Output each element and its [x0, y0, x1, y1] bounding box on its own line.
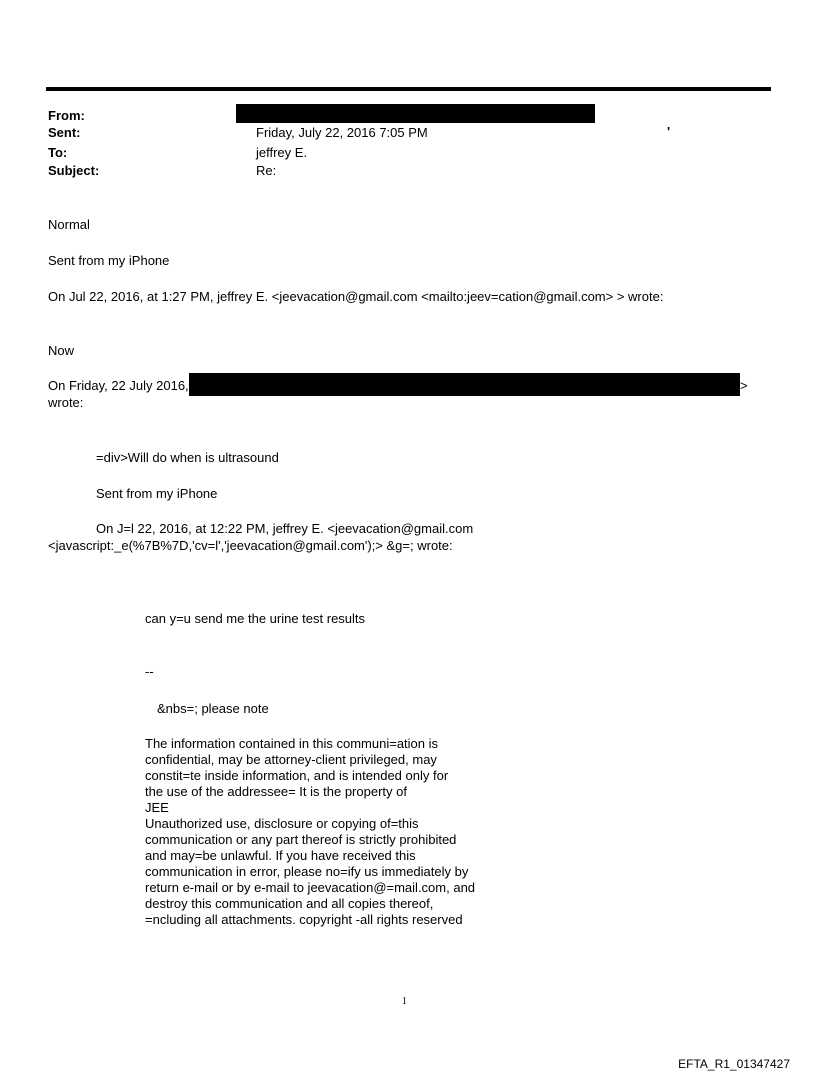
- disclaimer-line: The information contained in this communi=ation is: [145, 736, 439, 751]
- quoted-line-ultrasound: =div>Will do when is ultrasound: [96, 450, 279, 465]
- page-number: 1: [402, 996, 407, 1007]
- nested-line-urine-test: can y=u send me the urine test results: [145, 611, 366, 626]
- from-label: From:: [48, 108, 85, 123]
- disclaimer-line: return e-mail or by e-mail to jeevacation@=mail.com, and: [145, 880, 476, 895]
- nested-line-please-note: &nbs=; please note: [157, 701, 269, 716]
- disclaimer-line: =ncluding all attachments. copyright -all rights reserved: [145, 912, 463, 927]
- sent-value: Friday, July 22, 2016 7:05 PM: [256, 125, 428, 140]
- redaction-from: [236, 104, 595, 123]
- disclaimer-line: constit=te inside information, and is intended only for: [145, 768, 449, 783]
- disclaimer-block: [145, 736, 505, 928]
- body-line-on-friday: On Friday, 22 July 2016,: [48, 378, 189, 393]
- subject-value: Re:: [256, 163, 277, 178]
- body-line-sent-from: Sent from my iPhone: [48, 253, 170, 268]
- sent-label: Sent:: [48, 125, 81, 140]
- disclaimer-line: and may=be unlawful. If you have received this: [145, 848, 416, 863]
- body-line-now: Now: [48, 343, 75, 358]
- stray-mark: ': [667, 124, 671, 139]
- body-line-on-friday-end: >: [740, 378, 748, 393]
- disclaimer-line: confidential, may be attorney-client privileged, may: [145, 752, 437, 767]
- header-rule: [46, 87, 771, 91]
- quoted-line-sent-from: Sent from my iPhone: [96, 486, 218, 501]
- document-id: EFTA_R1_01347427: [678, 1057, 790, 1071]
- body-line-normal: Normal: [48, 217, 90, 232]
- disclaimer-line: JEE: [145, 800, 169, 815]
- disclaimer-line: communication or any part thereof is strictly prohibited: [145, 832, 457, 847]
- disclaimer-line: Unauthorized use, disclosure or copying of=this: [145, 816, 419, 831]
- disclaimer-line: the use of the addressee= It is the property of: [145, 784, 407, 799]
- quoted-line-header: On J=l 22, 2016, at 12:22 PM, jeffrey E. <jeevacation@gmail.com: [96, 521, 474, 536]
- disclaimer-line: communication in error, please no=ify us immediately by: [145, 864, 469, 879]
- body-line-wrote: wrote:: [48, 395, 84, 410]
- body-line-quote-header: On Jul 22, 2016, at 1:27 PM, jeffrey E. <jeevacation@gmail.com <mailto:jeev=cation@gmail.com> > wrote:: [48, 289, 664, 304]
- to-label: To:: [48, 145, 68, 160]
- subject-label: Subject:: [48, 163, 100, 178]
- quoted-line-header-cont: <javascript:_e(%7B%7D,'cv=l','jeevacation@gmail.com');> &g=; wrote:: [48, 538, 453, 553]
- nested-line-separator: --: [145, 664, 154, 679]
- to-value: jeffrey E.: [256, 145, 308, 160]
- disclaimer-line: destroy this communication and all copies thereof,: [145, 896, 434, 911]
- redaction-sender: [189, 373, 740, 396]
